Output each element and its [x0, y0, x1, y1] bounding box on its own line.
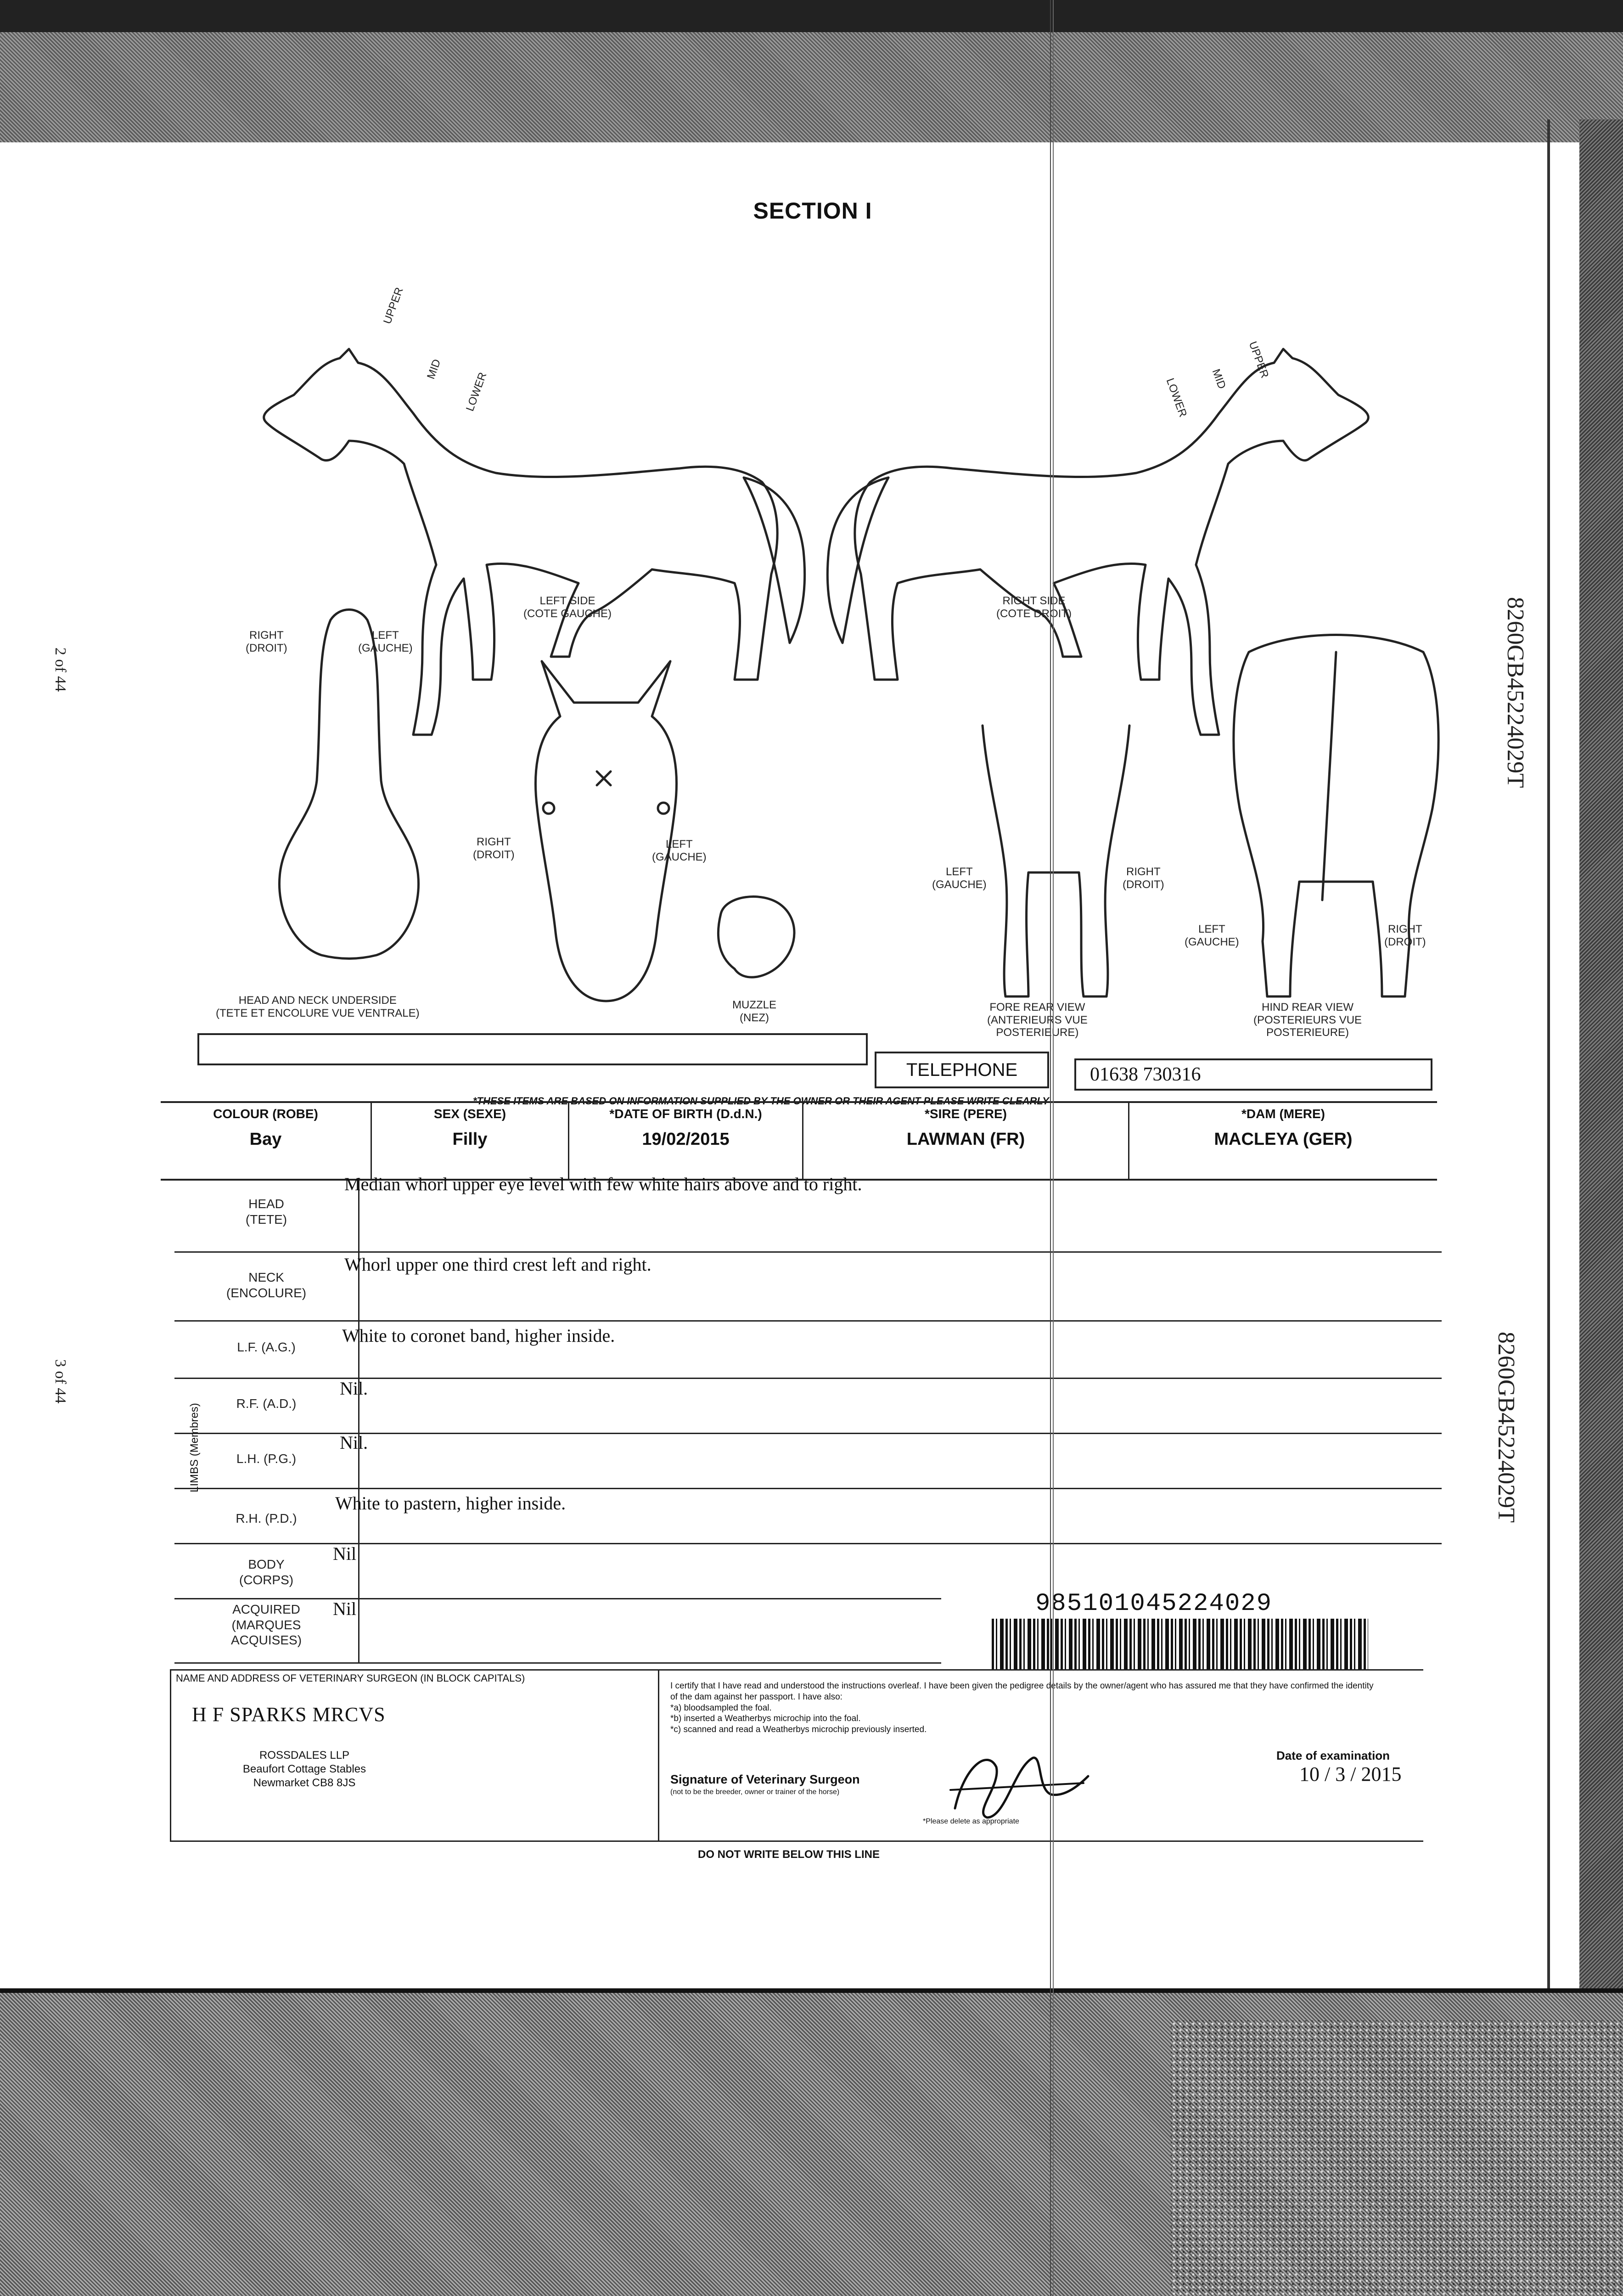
- scan-border-bottom-edge: [0, 1988, 1623, 1993]
- sire-cell: [803, 1103, 1129, 1179]
- left-side-label: LEFT SIDE (COTE GAUCHE): [523, 595, 612, 620]
- underside-right-label: RIGHT (DROIT): [246, 629, 287, 654]
- telephone-label: TELEPHONE: [875, 1052, 1049, 1088]
- marking-text-lf: White to coronet band, higher inside.: [342, 1325, 615, 1346]
- signature-note: (not to be the breeder, owner or trainer of the horse): [670, 1788, 840, 1796]
- fore-legs-outline: [983, 726, 1129, 996]
- underside-outline: [279, 610, 418, 959]
- marking-label-neck: NECK (ENCOLURE): [226, 1270, 307, 1300]
- underside-left-label: LEFT (GAUCHE): [358, 629, 413, 654]
- right-upper-marker: UPPER: [1246, 340, 1271, 380]
- muzzle-label: MUZZLE (NEZ): [732, 999, 776, 1024]
- right-lower-marker: LOWER: [1163, 377, 1190, 419]
- left-mid-marker: MID: [425, 357, 444, 381]
- right-side-horse-outline: [827, 349, 1368, 735]
- page-number-lower: 3 of 44: [52, 1359, 69, 1404]
- marking-row-rh: [174, 1488, 1442, 1544]
- scan-speckle-bottom-right: [1171, 2020, 1623, 2296]
- marking-row-lh: [174, 1433, 1442, 1489]
- marking-text-head: Median whorl upper eye level with few white hairs above and to right.: [344, 1174, 862, 1194]
- muzzle-outline: [718, 897, 794, 978]
- head-right-label: RIGHT (DROIT): [473, 836, 515, 861]
- owner-info-disclaimer: *THESE ITEMS ARE BASED ON INFORMATION SUPPLIED BY THE OWNER OR THEIR AGENT PLEASE WRITE CLEARLY: [473, 1095, 1049, 1107]
- vet-details-panel: [170, 1671, 659, 1840]
- marking-text-rf: Nil.: [340, 1378, 368, 1399]
- colour-cell: [161, 1103, 372, 1179]
- marking-divider: [358, 1598, 359, 1662]
- owner-details-box: [197, 1033, 868, 1065]
- dob-value: 19/02/2015: [642, 1130, 730, 1149]
- certification-text: I certify that I have read and understood the instructions overleaf. I have been given the pedigree details by the owner/agent who has assured me that they have confirmed the identity of the dam against her passport. I have also: *a) bloodsampled the foal. *b) inserted a Weatherbys microchip into the foal. *c) scanned and read a Weatherbys microchip previously inserted.: [670, 1681, 1374, 1734]
- passport-number-lower: 8260GB45224029T: [1493, 1332, 1519, 1523]
- sex-value: Filly: [452, 1130, 488, 1149]
- dob-cell: [569, 1103, 803, 1179]
- vet-signature-image: [946, 1739, 1097, 1827]
- delete-note: *Please delete as appropriate: [923, 1818, 1019, 1825]
- section-title: SECTION I: [753, 198, 872, 224]
- sex-label: SEX (SEXE): [433, 1107, 506, 1121]
- sire-label: *SIRE (PERE): [925, 1107, 1007, 1121]
- marking-divider: [358, 1543, 359, 1598]
- microchip-barcode: [992, 1619, 1368, 1669]
- dam-value: MACLEYA (GER): [1214, 1130, 1353, 1149]
- head-left-label: LEFT (GAUCHE): [652, 838, 707, 863]
- marking-row-acquired: [174, 1598, 941, 1664]
- fore-right-label: RIGHT (DROIT): [1123, 866, 1164, 891]
- vet-certification-box: [170, 1669, 1423, 1842]
- dam-label: *DAM (MERE): [1241, 1107, 1325, 1121]
- do-not-write-line-label: DO NOT WRITE BELOW THIS LINE: [698, 1848, 880, 1861]
- marking-label-lf: L.F. (A.G.): [237, 1340, 296, 1354]
- examination-date-value: 10 / 3 / 2015: [1299, 1763, 1402, 1785]
- telephone-value: 01638 730316: [1074, 1058, 1432, 1091]
- marking-label-acquired: ACQUIRED (MARQUES ACQUISES): [230, 1602, 302, 1648]
- marking-row-head: [174, 1174, 1442, 1253]
- hind-left-label: LEFT (GAUCHE): [1185, 923, 1239, 948]
- sire-value: LAWMAN (FR): [906, 1130, 1025, 1149]
- colour-label: COLOUR (ROBE): [213, 1107, 318, 1121]
- marking-text-neck: Whorl upper one third crest left and right.: [344, 1254, 651, 1275]
- signature-title: Signature of Veterinary Surgeon: [670, 1773, 860, 1786]
- marking-label-rh: R.H. (P.D.): [236, 1511, 297, 1525]
- marking-label-body: BODY (CORPS): [239, 1557, 294, 1587]
- hind-caption: HIND REAR VIEW (POSTERIEURS VUE POSTERIEURE): [1253, 1001, 1362, 1039]
- left-upper-marker: UPPER: [381, 286, 406, 326]
- marking-row-rf: [174, 1378, 1442, 1434]
- vet-name: H F SPARKS MRCVS: [192, 1703, 386, 1726]
- marking-row-neck: [174, 1251, 1442, 1322]
- vet-stamp-address: ROSSDALES LLP Beaufort Cottage Stables Newmarket CB8 8JS: [242, 1749, 366, 1789]
- right-side-label: RIGHT SIDE (COTE DROIT): [996, 595, 1072, 620]
- horse-info-grid: [161, 1101, 1437, 1181]
- sex-cell: [372, 1103, 569, 1179]
- dam-cell: [1129, 1103, 1437, 1179]
- horse-marking-diagrams: [0, 0, 1623, 1038]
- vet-heading: NAME AND ADDRESS OF VETERINARY SURGEON (IN BLOCK CAPITALS): [176, 1672, 525, 1684]
- marking-label-rf: R.F. (A.D.): [236, 1396, 297, 1411]
- marking-text-body: Nil: [333, 1543, 357, 1564]
- fore-left-label: LEFT (GAUCHE): [932, 866, 987, 891]
- examination-date-label: Date of examination: [1276, 1749, 1390, 1762]
- left-lower-marker: LOWER: [464, 371, 489, 413]
- marking-text-acquired: Nil: [333, 1598, 357, 1619]
- marking-label-lh: L.H. (P.G.): [236, 1452, 297, 1466]
- left-side-horse-outline: [264, 349, 805, 735]
- marking-text-lh: Nil.: [340, 1432, 368, 1453]
- hind-right-label: RIGHT (DROIT): [1384, 923, 1426, 948]
- certification-panel: [661, 1671, 1414, 1840]
- passport-number-upper: 8260GB45224029T: [1502, 597, 1528, 788]
- marking-row-body: [174, 1543, 941, 1599]
- dob-label: *DATE OF BIRTH (D.d.N.): [609, 1107, 762, 1121]
- marking-label-head: HEAD (TETE): [245, 1197, 287, 1227]
- colour-value: Bay: [249, 1130, 282, 1149]
- microchip-number: 985101045224029: [1035, 1590, 1273, 1618]
- marking-text-rh: White to pastern, higher inside.: [335, 1493, 566, 1514]
- right-mid-marker: MID: [1209, 367, 1229, 391]
- page-number-upper: 2 of 44: [52, 647, 69, 692]
- fore-caption: FORE REAR VIEW (ANTERIEURS VUE POSTERIEURE): [987, 1001, 1088, 1039]
- underside-caption: HEAD AND NECK UNDERSIDE (TETE ET ENCOLURE VUE VENTRALE): [216, 994, 420, 1019]
- head-front-outline: [536, 661, 677, 1001]
- limbs-label: LIMBS (Membres): [188, 1403, 201, 1492]
- marking-row-lf: [174, 1320, 1442, 1379]
- scan-fold-line: [1050, 0, 1054, 2296]
